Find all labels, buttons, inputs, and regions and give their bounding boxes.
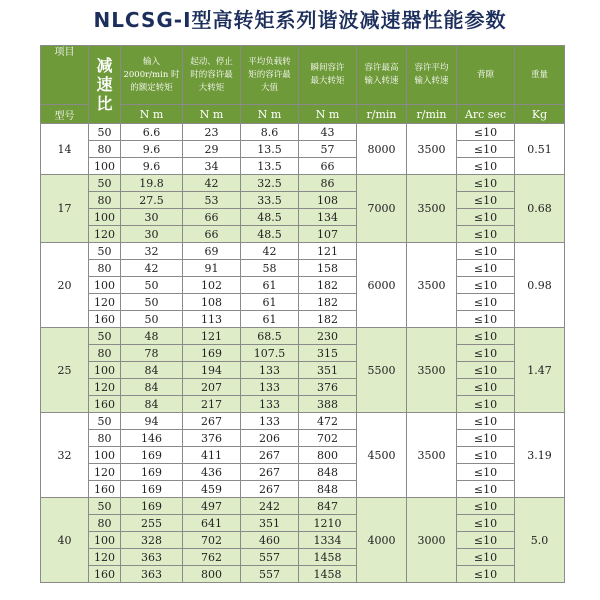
backlash-cell: ≤10 — [457, 566, 515, 583]
instant-torque-cell: 182 — [299, 311, 357, 328]
rated-torque-cell: 169 — [121, 464, 183, 481]
ratio-cell: 120 — [89, 549, 121, 566]
backlash-cell: ≤10 — [457, 413, 515, 430]
weight-cell: 3.19 — [515, 413, 565, 498]
rated-torque-cell: 169 — [121, 447, 183, 464]
table-row — [41, 430, 565, 447]
avg-load-torque-cell: 351 — [241, 515, 299, 532]
avg-load-torque-cell: 58 — [241, 260, 299, 277]
table-row — [41, 345, 565, 362]
col-header-backlash: 背隙 — [457, 46, 515, 105]
backlash-cell: ≤10 — [457, 447, 515, 464]
backlash-cell: ≤10 — [457, 158, 515, 175]
rated-torque-cell: 84 — [121, 379, 183, 396]
table-row — [41, 549, 565, 566]
ratio-cell: 100 — [89, 158, 121, 175]
ratio-cell: 50 — [89, 243, 121, 260]
start-stop-torque-cell: 376 — [183, 430, 241, 447]
unit-max-input-speed: r/min — [357, 105, 407, 124]
avg-load-torque-cell: 557 — [241, 549, 299, 566]
rated-torque-cell: 6.6 — [121, 124, 183, 141]
model-cell: 40 — [41, 498, 89, 583]
instant-torque-cell: 847 — [299, 498, 357, 515]
start-stop-torque-cell: 194 — [183, 362, 241, 379]
table-row — [41, 192, 565, 209]
max-speed-cell: 5500 — [357, 328, 407, 413]
backlash-cell: ≤10 — [457, 464, 515, 481]
ratio-cell: 160 — [89, 481, 121, 498]
start-stop-torque-cell: 29 — [183, 141, 241, 158]
avg-load-torque-cell: 267 — [241, 481, 299, 498]
rated-torque-cell: 48 — [121, 328, 183, 345]
table-row — [41, 396, 565, 413]
unit-backlash: Arc sec — [457, 105, 515, 124]
avg-speed-cell: 3500 — [407, 243, 457, 328]
backlash-cell: ≤10 — [457, 226, 515, 243]
model-cell: 25 — [41, 328, 89, 413]
table-row — [41, 294, 565, 311]
start-stop-torque-cell: 42 — [183, 175, 241, 192]
ratio-cell: 50 — [89, 124, 121, 141]
ratio-cell: 160 — [89, 311, 121, 328]
start-stop-torque-cell: 91 — [183, 260, 241, 277]
backlash-cell: ≤10 — [457, 532, 515, 549]
avg-load-torque-cell: 61 — [241, 277, 299, 294]
col-header-instant-max-torque: 瞬间容许 最大转矩 — [299, 46, 357, 105]
ratio-cell: 120 — [89, 464, 121, 481]
rated-torque-cell: 328 — [121, 532, 183, 549]
page-title: NLCSG-I型高转矩系列谐波减速器性能参数 — [93, 8, 507, 32]
rated-torque-cell: 42 — [121, 260, 183, 277]
weight-cell: 0.51 — [515, 124, 565, 175]
instant-torque-cell: 376 — [299, 379, 357, 396]
avg-load-torque-cell: 133 — [241, 413, 299, 430]
rated-torque-cell: 30 — [121, 209, 183, 226]
ratio-cell: 80 — [89, 192, 121, 209]
avg-speed-cell: 3500 — [407, 328, 457, 413]
instant-torque-cell: 1458 — [299, 566, 357, 583]
avg-speed-cell: 3500 — [407, 124, 457, 175]
table-row — [41, 311, 565, 328]
rated-torque-cell: 363 — [121, 566, 183, 583]
ratio-cell: 100 — [89, 209, 121, 226]
table-row — [41, 141, 565, 158]
rated-torque-cell: 50 — [121, 277, 183, 294]
start-stop-torque-cell: 121 — [183, 328, 241, 345]
backlash-cell: ≤10 — [457, 430, 515, 447]
table-row — [41, 243, 565, 260]
col-header-start-stop-torque: 起动、停止 时的容许最 大转矩 — [183, 46, 241, 105]
instant-torque-cell: 848 — [299, 481, 357, 498]
ratio-cell: 50 — [89, 498, 121, 515]
rated-torque-cell: 255 — [121, 515, 183, 532]
backlash-cell: ≤10 — [457, 175, 515, 192]
instant-torque-cell: 66 — [299, 158, 357, 175]
model-group-32 — [41, 413, 565, 498]
start-stop-torque-cell: 108 — [183, 294, 241, 311]
start-stop-torque-cell: 102 — [183, 277, 241, 294]
start-stop-torque-cell: 23 — [183, 124, 241, 141]
avg-load-torque-cell: 267 — [241, 464, 299, 481]
start-stop-torque-cell: 800 — [183, 566, 241, 583]
weight-cell: 1.47 — [515, 328, 565, 413]
instant-torque-cell: 230 — [299, 328, 357, 345]
instant-torque-cell: 472 — [299, 413, 357, 430]
ratio-cell: 120 — [89, 379, 121, 396]
instant-torque-cell: 800 — [299, 447, 357, 464]
backlash-cell: ≤10 — [457, 328, 515, 345]
avg-load-torque-cell: 557 — [241, 566, 299, 583]
instant-torque-cell: 351 — [299, 362, 357, 379]
rated-torque-cell: 27.5 — [121, 192, 183, 209]
table-row — [41, 481, 565, 498]
table-row — [41, 566, 565, 583]
ratio-cell: 160 — [89, 396, 121, 413]
avg-load-torque-cell: 107.5 — [241, 345, 299, 362]
rated-torque-cell: 363 — [121, 549, 183, 566]
model-header-label: 型号 — [41, 105, 89, 124]
table-row — [41, 413, 565, 430]
table-row — [41, 447, 565, 464]
table-row — [41, 124, 565, 141]
table-row — [41, 498, 565, 515]
instant-torque-cell: 158 — [299, 260, 357, 277]
avg-load-torque-cell: 267 — [241, 447, 299, 464]
unit-start-stop-torque: N m — [183, 105, 241, 124]
instant-torque-cell: 315 — [299, 345, 357, 362]
avg-load-torque-cell: 13.5 — [241, 141, 299, 158]
unit-avg-load-torque: N m — [241, 105, 299, 124]
instant-torque-cell: 388 — [299, 396, 357, 413]
weight-cell: 5.0 — [515, 498, 565, 583]
avg-speed-cell: 3000 — [407, 498, 457, 583]
ratio-cell: 80 — [89, 141, 121, 158]
rated-torque-cell: 78 — [121, 345, 183, 362]
ratio-cell: 160 — [89, 566, 121, 583]
start-stop-torque-cell: 69 — [183, 243, 241, 260]
start-stop-torque-cell: 762 — [183, 549, 241, 566]
start-stop-torque-cell: 53 — [183, 192, 241, 209]
instant-torque-cell: 57 — [299, 141, 357, 158]
model-cell: 17 — [41, 175, 89, 243]
backlash-cell: ≤10 — [457, 294, 515, 311]
avg-load-torque-cell: 13.5 — [241, 158, 299, 175]
rated-torque-cell: 50 — [121, 294, 183, 311]
ratio-cell: 120 — [89, 226, 121, 243]
rated-torque-cell: 19.8 — [121, 175, 183, 192]
item-header-label: 项目 — [41, 46, 89, 105]
col-header-avg-input-speed: 容许平均 输入转速 — [407, 46, 457, 105]
instant-torque-cell: 134 — [299, 209, 357, 226]
avg-load-torque-cell: 48.5 — [241, 209, 299, 226]
start-stop-torque-cell: 207 — [183, 379, 241, 396]
avg-load-torque-cell: 8.6 — [241, 124, 299, 141]
start-stop-torque-cell: 411 — [183, 447, 241, 464]
rated-torque-cell: 84 — [121, 396, 183, 413]
unit-weight: Kg — [515, 105, 565, 124]
instant-torque-cell: 1210 — [299, 515, 357, 532]
start-stop-torque-cell: 267 — [183, 413, 241, 430]
ratio-header-label: 减速比 — [96, 56, 113, 113]
backlash-cell: ≤10 — [457, 311, 515, 328]
avg-speed-cell: 3500 — [407, 413, 457, 498]
instant-torque-cell: 43 — [299, 124, 357, 141]
spec-table — [40, 45, 565, 583]
instant-torque-cell: 108 — [299, 192, 357, 209]
ratio-cell: 120 — [89, 294, 121, 311]
instant-torque-cell: 182 — [299, 294, 357, 311]
avg-load-torque-cell: 61 — [241, 311, 299, 328]
backlash-cell: ≤10 — [457, 362, 515, 379]
backlash-cell: ≤10 — [457, 379, 515, 396]
ratio-cell: 80 — [89, 345, 121, 362]
avg-load-torque-cell: 460 — [241, 532, 299, 549]
model-cell: 20 — [41, 243, 89, 328]
rated-torque-cell: 84 — [121, 362, 183, 379]
instant-torque-cell: 702 — [299, 430, 357, 447]
instant-torque-cell: 86 — [299, 175, 357, 192]
table-row — [41, 209, 565, 226]
max-speed-cell: 4000 — [357, 498, 407, 583]
start-stop-torque-cell: 169 — [183, 345, 241, 362]
table-row — [41, 515, 565, 532]
instant-torque-cell: 182 — [299, 277, 357, 294]
table-header — [41, 46, 565, 124]
start-stop-torque-cell: 497 — [183, 498, 241, 515]
avg-load-torque-cell: 61 — [241, 294, 299, 311]
ratio-cell: 50 — [89, 413, 121, 430]
avg-speed-cell: 3500 — [407, 175, 457, 243]
backlash-cell: ≤10 — [457, 498, 515, 515]
rated-torque-cell: 169 — [121, 481, 183, 498]
backlash-cell: ≤10 — [457, 515, 515, 532]
ratio-cell: 50 — [89, 175, 121, 192]
table-row — [41, 158, 565, 175]
start-stop-torque-cell: 66 — [183, 226, 241, 243]
rated-torque-cell: 169 — [121, 498, 183, 515]
ratio-cell: 80 — [89, 515, 121, 532]
table-row — [41, 362, 565, 379]
avg-load-torque-cell: 242 — [241, 498, 299, 515]
backlash-cell: ≤10 — [457, 209, 515, 226]
max-speed-cell: 6000 — [357, 243, 407, 328]
start-stop-torque-cell: 641 — [183, 515, 241, 532]
model-group-20 — [41, 243, 565, 328]
avg-load-torque-cell: 42 — [241, 243, 299, 260]
instant-torque-cell: 121 — [299, 243, 357, 260]
ratio-cell: 100 — [89, 362, 121, 379]
model-group-17 — [41, 175, 565, 243]
avg-load-torque-cell: 133 — [241, 396, 299, 413]
weight-cell: 0.98 — [515, 243, 565, 328]
start-stop-torque-cell: 34 — [183, 158, 241, 175]
avg-load-torque-cell: 133 — [241, 379, 299, 396]
table-row — [41, 277, 565, 294]
model-group-14 — [41, 124, 565, 175]
backlash-cell: ≤10 — [457, 260, 515, 277]
instant-torque-cell: 1458 — [299, 549, 357, 566]
col-header-weight: 重量 — [515, 46, 565, 105]
rated-torque-cell: 94 — [121, 413, 183, 430]
backlash-cell: ≤10 — [457, 549, 515, 566]
start-stop-torque-cell: 702 — [183, 532, 241, 549]
rated-torque-cell: 50 — [121, 311, 183, 328]
backlash-cell: ≤10 — [457, 481, 515, 498]
model-group-25 — [41, 328, 565, 413]
start-stop-torque-cell: 459 — [183, 481, 241, 498]
instant-torque-cell: 107 — [299, 226, 357, 243]
max-speed-cell: 4500 — [357, 413, 407, 498]
rated-torque-cell: 9.6 — [121, 158, 183, 175]
col-header-max-input-speed: 容许最高 输入转速 — [357, 46, 407, 105]
start-stop-torque-cell: 66 — [183, 209, 241, 226]
start-stop-torque-cell: 436 — [183, 464, 241, 481]
backlash-cell: ≤10 — [457, 141, 515, 158]
table-row — [41, 464, 565, 481]
ratio-header — [89, 46, 121, 124]
rated-torque-cell: 30 — [121, 226, 183, 243]
backlash-cell: ≤10 — [457, 396, 515, 413]
ratio-cell: 50 — [89, 328, 121, 345]
rated-torque-cell: 146 — [121, 430, 183, 447]
ratio-cell: 80 — [89, 430, 121, 447]
max-speed-cell: 7000 — [357, 175, 407, 243]
ratio-cell: 100 — [89, 447, 121, 464]
rated-torque-cell: 32 — [121, 243, 183, 260]
unit-avg-input-speed: r/min — [407, 105, 457, 124]
backlash-cell: ≤10 — [457, 124, 515, 141]
rated-torque-cell: 9.6 — [121, 141, 183, 158]
col-header-avg-load-torque: 平均负载转 矩的容许最 大值 — [241, 46, 299, 105]
weight-cell: 0.68 — [515, 175, 565, 243]
avg-load-torque-cell: 32.5 — [241, 175, 299, 192]
model-cell: 32 — [41, 413, 89, 498]
avg-load-torque-cell: 206 — [241, 430, 299, 447]
table-row — [41, 175, 565, 192]
table-row — [41, 379, 565, 396]
unit-instant-max-torque: N m — [299, 105, 357, 124]
table-row — [41, 328, 565, 345]
start-stop-torque-cell: 217 — [183, 396, 241, 413]
table-row — [41, 226, 565, 243]
model-group-40 — [41, 498, 565, 583]
ratio-cell: 80 — [89, 260, 121, 277]
ratio-cell: 100 — [89, 532, 121, 549]
backlash-cell: ≤10 — [457, 345, 515, 362]
avg-load-torque-cell: 33.5 — [241, 192, 299, 209]
backlash-cell: ≤10 — [457, 277, 515, 294]
unit-rated-torque: N m — [121, 105, 183, 124]
table-row — [41, 260, 565, 277]
col-header-rated-torque: 输入 2000r/min 时 的额定转矩 — [121, 46, 183, 105]
table-row — [41, 532, 565, 549]
instant-torque-cell: 848 — [299, 464, 357, 481]
ratio-cell: 100 — [89, 277, 121, 294]
avg-load-torque-cell: 133 — [241, 362, 299, 379]
max-speed-cell: 8000 — [357, 124, 407, 175]
start-stop-torque-cell: 113 — [183, 311, 241, 328]
instant-torque-cell: 1334 — [299, 532, 357, 549]
avg-load-torque-cell: 48.5 — [241, 226, 299, 243]
avg-load-torque-cell: 68.5 — [241, 328, 299, 345]
backlash-cell: ≤10 — [457, 243, 515, 260]
backlash-cell: ≤10 — [457, 192, 515, 209]
model-cell: 14 — [41, 124, 89, 175]
